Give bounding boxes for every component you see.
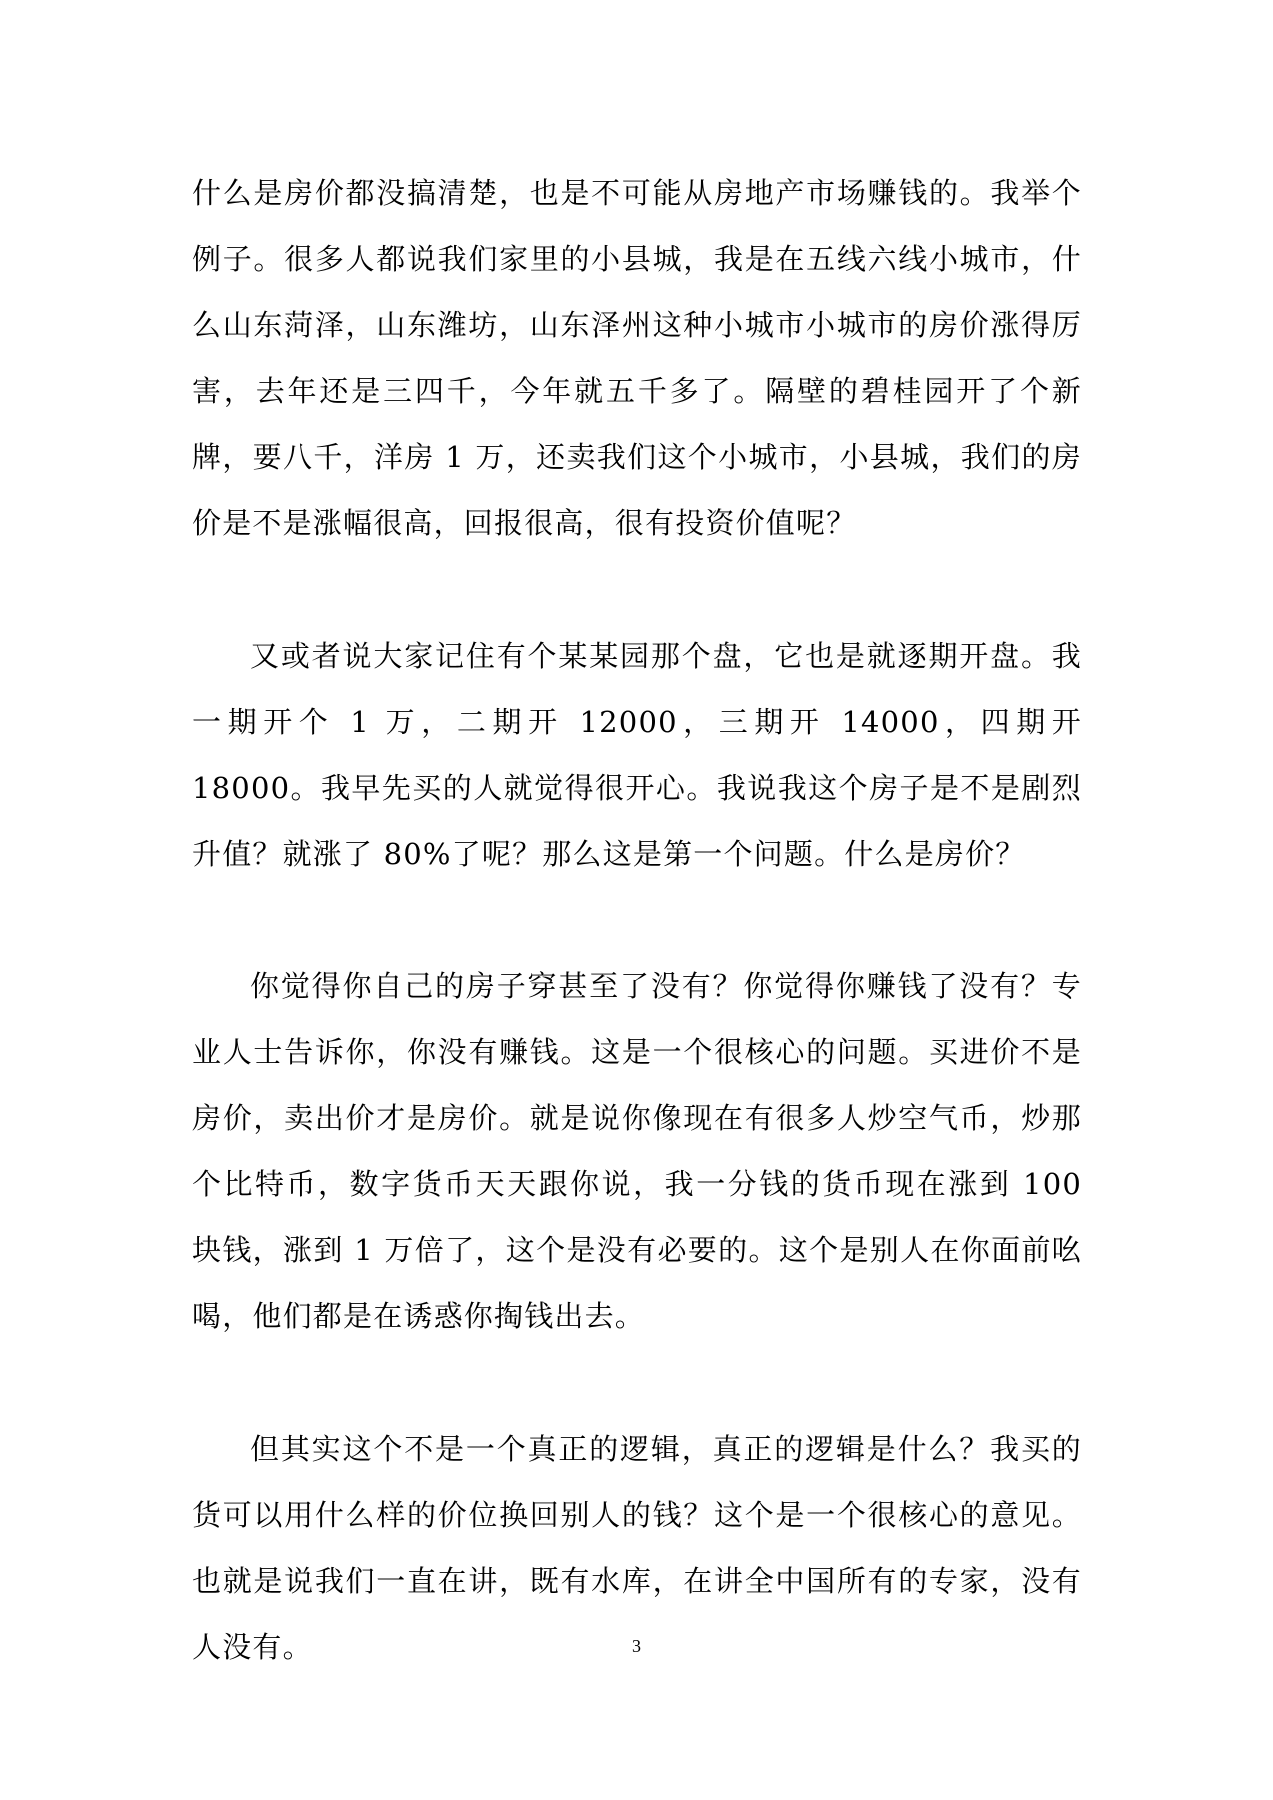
paragraph-text: 又或者说大家记住有个某某园那个盘，它也是就逐期开盘。我一期开个 1 万，二期开 12000，三期开 14000，四期开 18000。我早先买的人就觉得很开心。我说我这个房子是不是剧烈升值？就涨了 80%了呢？那么这是第一个问题。什么是房价？: [192, 639, 1082, 871]
page-number: 3: [632, 1636, 641, 1656]
paragraph-text: 但其实这个不是一个真正的逻辑，真正的逻辑是什么？我买的货可以用什么样的价位换回别人的钱？这个是一个很核心的意见。也就是说我们一直在讲，既有水库，在讲全中国所有的专家，没有人没有。: [192, 1432, 1082, 1664]
paragraph-text: 你觉得你自己的房子穿甚至了没有？你觉得你赚钱了没有？专业人士告诉你，你没有赚钱。这是一个很核心的问题。买进价不是房价，卖出价才是房价。就是说你像现在有很多人炒空气币，炒那个比特币，数字货币天天跟你说，我一分钱的货币现在涨到 100 块钱，涨到 1 万倍了，这个是没有必要的。这个是别人在你面前吆喝，他们都是在诱惑你掏钱出去。: [192, 969, 1082, 1333]
paragraph-text: 什么是房价都没搞清楚，也是不可能从房地产市场赚钱的。我举个例子。很多人都说我们家里的小县城，我是在五线六线小城市，什么山东菏泽，山东潍坊，山东泽州这种小城市小城市的房价涨得厉害，去年还是三四千，今年就五千多了。隔壁的碧桂园开了个新牌，要八千，洋房 1 万，还卖我们这个小城市，小县城，我们的房价是不是涨幅很高，回报很高，很有投资价值呢？: [192, 176, 1082, 540]
paragraph-3: [192, 953, 1082, 1349]
paragraph-2: [192, 623, 1082, 887]
paragraph-1: [192, 160, 1082, 556]
